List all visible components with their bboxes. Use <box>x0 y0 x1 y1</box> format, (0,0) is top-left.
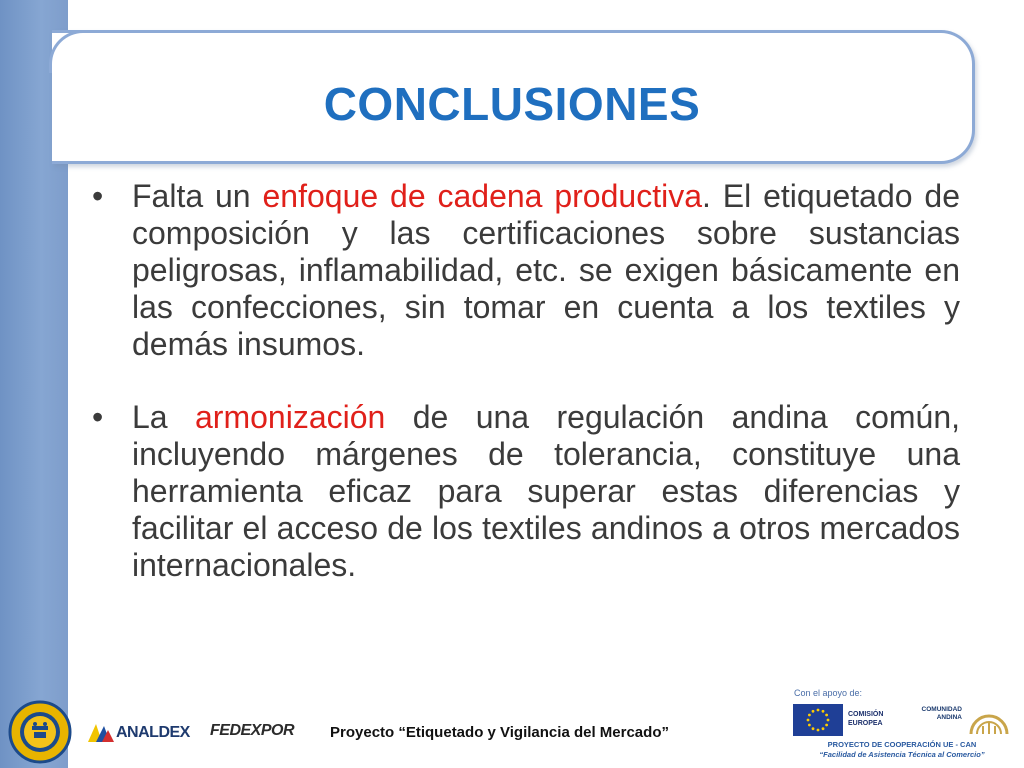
eu-label <box>848 710 883 728</box>
can-line-2: ANDINA <box>936 714 962 721</box>
bullet-dot-icon: • <box>92 178 104 214</box>
bullet-2-highlight: armonización <box>195 399 386 435</box>
bullet-item-1 <box>88 178 960 363</box>
can-arch-icon <box>968 704 1010 736</box>
project-title: Proyecto “Etiquetado y Vigilancia del Mercado” <box>330 724 669 741</box>
fedexpor-logo: FEDEXPOR <box>210 722 295 739</box>
can-label <box>910 706 962 722</box>
eu-line-2: EUROPEA <box>848 720 883 727</box>
bullet-dot-icon: • <box>92 399 104 435</box>
title-box <box>52 30 975 164</box>
eu-flag-icon <box>793 704 843 736</box>
slide-title: CONCLUSIONES <box>323 78 701 130</box>
coop-project-line: PROYECTO DE COOPERACIÓN UE - CAN <box>827 740 977 749</box>
camara-comercio-lima-seal-logo <box>8 700 72 764</box>
bullet-item-2 <box>88 399 960 584</box>
bullet-1-after: . El etiquetado de composición y las certificaciones sobre sustancias peligrosas, inflamabilidad, etc. se exigen básicamente en las confecciones, sin tomar en cuenta a los textiles y demás insumos. <box>132 178 961 362</box>
support-label: Con el apoyo de: <box>794 688 863 698</box>
bullet-2-after: de una regulación andina común, incluyendo márgenes de tolerancia, constituye una herramienta eficaz para superar estas diferencias y facilitar el acceso de los textiles andinos a otros mercados internacionales. <box>132 399 961 583</box>
coop-facility-line: “Facilidad de Asistencia Técnica al Comercio” <box>819 750 985 759</box>
bullet-2-before: La <box>132 399 195 435</box>
bullet-1-before: Falta un <box>132 178 263 214</box>
analdex-mark-icon <box>88 724 114 742</box>
analdex-name: ANALDEX <box>116 724 190 741</box>
comunidad-andina-logo <box>910 704 1010 740</box>
eu-line-1: COMISIÓN <box>848 711 884 718</box>
bullet-1-highlight: enfoque de cadena productiva <box>262 178 702 214</box>
analdex-logo <box>88 720 200 748</box>
slide-body <box>88 178 960 584</box>
can-line-1: COMUNIDAD <box>921 706 962 713</box>
